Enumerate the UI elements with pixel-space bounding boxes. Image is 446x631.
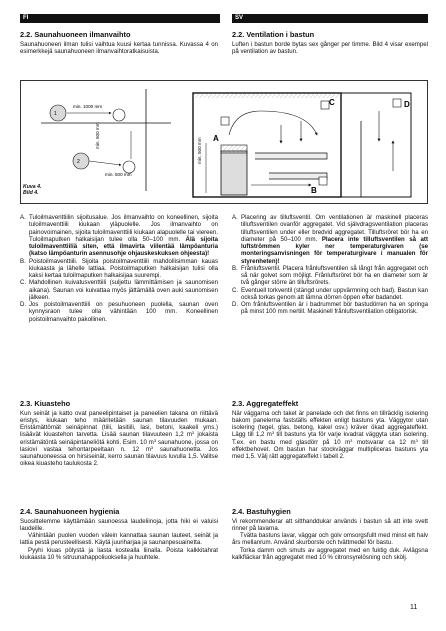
vent-distance-diagram [41, 89, 171, 191]
sv-paragraph-2-4-2: Tvätta bastuns lavar, väggar och golv omsorgsfullt med minst ett halv års mellanrum. Använd skurborste och tvättmedel för bastu. [232, 532, 428, 547]
fi-item-d: D. Jos poistoilmaventtiili on pesuhuoneen puolella, saunan oven kynnysraon tulee olla vähintään 100 mm. Koneellinen poistoilmanvaihto pakollinen. [20, 301, 218, 323]
sv-paragraph-2-3: När väggarna och taket är panelade och det finns en tillräcklig isolering bakom panelerna fastställs effekten enligt bastuns yta. Väggytor utan isolering (tegel, glas, betong, kakel osv.) kräver ökad aggregateffekt. Lägg till 1,2 $m^3$ till bastuns yta för varje kvadrat väggyta utan isolering. T.ex. en bastu med glasdörr på 10 $m^3$ motsvarar ca 12 $m^3$ till effektbehovet. Om bastun har stockväggar multipliceras bastuns yta med 1,5. Välj rätt aggregateffekt i tabell 2. [232, 409, 429, 460]
fi-paragraph-2-4-1: Suosittelemme käyttämään saunoessa laudeliinoja, jotta hiki ei valuisi laudeille. [20, 517, 218, 532]
vent-3-icon [73, 153, 89, 169]
fi-section-2-4 [20, 508, 218, 561]
label-b: B [311, 186, 317, 195]
vent-1-label: 1 [54, 111, 57, 117]
min-500-label: min. 500 mm [105, 172, 132, 177]
language-code-sv: SV [235, 15, 244, 21]
sv-heading-2-2: 2.2. Ventilation i bastun [232, 30, 315, 39]
fi-heading-2-4: 2.4. Saunahuoneen hygienia [20, 507, 120, 516]
heater-icon [221, 151, 247, 195]
fi-paragraph-2-3: Kun seinät ja katto ovat paneelipintaiset ja paneelien takana on riittävä eristys, kiukaan teho määritetään saunan tilavuuden mukaan. Eristämättömät seinäpinnat (tiili, lasitiili, lasi, betoni, kaakeli yms.) lisäävät kiuastehon tarvetta. Lisää saunan tilavuuteen 1,2 $m^3$ jokaista eristämätöntä seinäpintaneliötä kohti. Esim. 10 $m^3$ saunahuone, jossa on lasiovi vastaa tehontarpeeltaan n. 12 $m^3$ saunahuonetta. Jos saunahuoneessa on hirsiseinät, kerro saunan tilavuus luvulla 1,5. Valitse oikea kiuasteho taulukosta 2. [20, 409, 218, 468]
sv-paragraph-2-2: Luften i bastun borde bytas sex gånger per timme. Bild 4 visar exempel på ventilation av bastun. [232, 40, 428, 55]
language-bar-sv [232, 14, 428, 23]
vent-2-icon [113, 109, 125, 121]
figure-caption-sv: Bild 4. [23, 190, 39, 197]
figure-caption [23, 184, 41, 196]
sv-paragraph-2-4-1: Vi rekommenderar att sitthanddukar används i bastun så att inte svett rinner på lavarna. [232, 517, 428, 532]
min-500-vertical-label: min. 500 mm [95, 122, 100, 149]
label-c: C [329, 98, 335, 107]
label-a: A [213, 134, 219, 143]
fi-section-2-3 [20, 400, 218, 468]
vent-1-icon [50, 105, 66, 121]
washroom-vent-icon [393, 99, 401, 107]
fi-heading-2-2: 2.2. Saunahuoneen ilmanvaihto [20, 30, 131, 39]
min-1000-label: min. 1000 mm [73, 104, 103, 109]
sv-heading-2-4: 2.4. Bastuhygien [232, 507, 291, 516]
fi-paragraph-2-4-3: Pyyhi kiuas pölystä ja liasta kostealla liinalla. Poista kalkkitahrat kiukaasta 10 % sitruunahappoliuoksella ja huuhtele. [20, 546, 218, 561]
fi-section-2-2 [20, 31, 218, 55]
page-number: 11 [410, 604, 418, 611]
drying-vent-icon [321, 101, 329, 109]
fi-item-a: A. Tuloilmaventtiilin sijoitusalue. Jos ilmanvaihto on koneellinen, sijoita tuloilmaventtiili kiukaan yläpuolelle. Jos ilmanvaihto on painovoimainen, sijoita tuloilmaventtiili kiukaan alapuolelle tai viereen. Tuloilmaputken halkaisijan tulee olla 50–100 mm. Älä sijoita tuloilmaventtiiliä siten, että ilmavirta viilentää lämpöanturia (katso lämpöanturin asennusohje ohjauskeskuksen ohjeesta)! [20, 214, 218, 258]
fi-paragraph-2-2: Saunahuoneen ilman tulisi vaihtua kuusi kertaa tunnissa. Kuvassa 4 on esimerkkejä saunahuoneen ilmanvaihtoratkaisuista. [20, 40, 218, 55]
sv-item-c: C. Eventuell torkventil (stängd under uppvärmning och bad). Bastun kan också torkas genom att lämna dörren öppen efter badandet. [232, 286, 428, 301]
ventilation-figure [20, 80, 428, 204]
sv-section-2-2 [232, 31, 428, 55]
fi-paragraph-2-4-2: Vähintään puolen vuoden välein kannattaa saunan lauteet, seinät ja lattia pestä perusteellisesti. Käytä juuriharjaa ja saunanpesuainetta. [20, 532, 218, 547]
sv-section-2-4 [232, 508, 428, 561]
fi-item-c: C. Mahdollinen kuivatusventtiili (suljettu lämmittämisen ja saunomisen aikana). Saunan voi kuivattaa myös jättämällä oven auki saunomisen jälkeen. [20, 279, 218, 301]
stove-clearance-label: min. 500 mm [197, 137, 202, 164]
sv-heading-2-3: 2.3. Aggregateffekt [232, 399, 299, 408]
supply-vent-icon [221, 117, 229, 125]
fi-item-b: B. Poistoilmaventtiili. Sijoita poistoilmaventtiili mahdollisimman kauas kiukaasta ja lähelle lattiaa. Poistoilmaputken halkaisijan tulisi olla kaksi kertaa tuloilmaputken halkaisijaa suurempi. [20, 257, 218, 279]
language-bar-fi [20, 14, 220, 23]
sv-item-a: A. Placering av tilluftsventil. Om ventilationen är maskinell placeras tilluftsventilen ovanför aggregatet. Vid självdragsventilation placeras tilluftsventilen under eller bredvid aggregatet. Tilluftsröret bör ha en diameter på 50–100 mm. Placera inte tilluftsventilen så att luftströmmen kyler ner temperaturgivaren (se monteringsanvisningen för temperaturgivare i manualen för styrenheten)! [232, 214, 428, 265]
fi-heading-2-3: 2.3. Kiuasteho [20, 399, 71, 408]
sv-paragraph-2-4-3: Torka damm och smuts av aggregatet med en fuktig duk. Avlägsna kalkfläckar från aggregatet med 10 % citronsyrelösning och skölj. [232, 546, 428, 561]
sv-vent-list [232, 214, 428, 316]
sv-item-d: D. Om frånluftsventilen är i badrummet bör bastudörren ha en springa på minst 100 mm nertill. Maskinell frånluftsventilation obligatorisk. [232, 301, 428, 316]
figure-caption-fi: Kuva 4. [23, 184, 42, 190]
sauna-section-drawing [193, 93, 411, 197]
vent-3-label: 2 [77, 159, 80, 165]
fi-vent-list [20, 214, 218, 323]
language-code-fi: FI [23, 15, 29, 21]
sv-section-2-3 [232, 400, 428, 460]
sv-item-b: B. Frånluftsventil. Placera frånluftsventilen så långt från aggregatet och så när golvet som möjligt. Frånluftsröret bör ha en diameter som är två gånger större än tilluftsrörets. [232, 264, 428, 287]
exhaust-vent-icon [319, 177, 327, 185]
label-d: D [404, 100, 410, 109]
ventilation-diagram [21, 81, 429, 205]
